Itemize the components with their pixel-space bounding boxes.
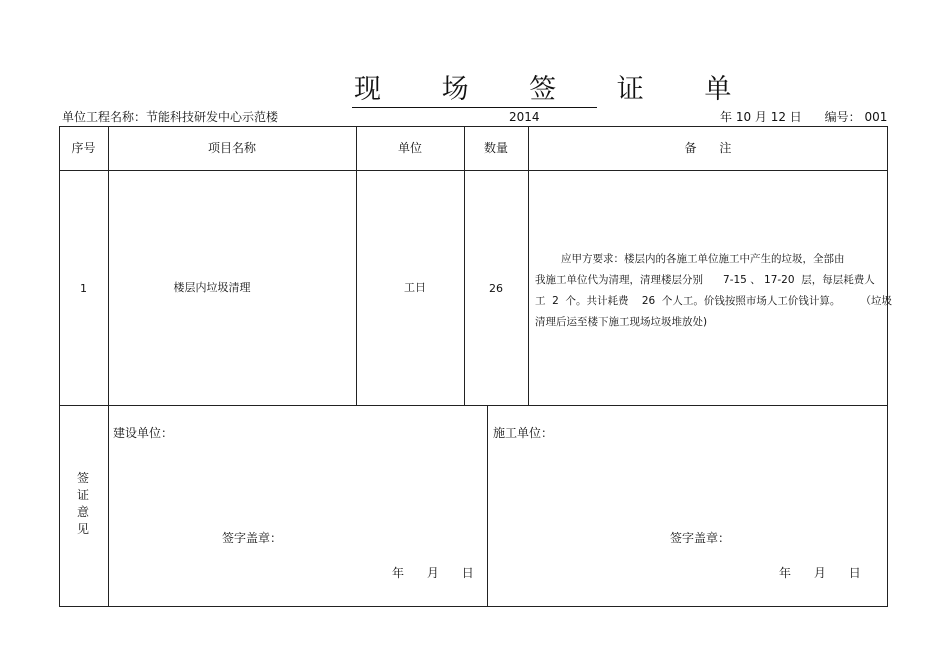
document-title: 现 场 签 证 单: [354, 74, 758, 105]
col-divider-4: [528, 126, 529, 405]
contractor-unit-label: 施工单位：: [493, 426, 554, 440]
row-qty: 26: [489, 282, 503, 295]
header-remark: 备 注: [684, 141, 732, 155]
year-label: 2014: [509, 110, 540, 124]
opinion-label-char: 证: [76, 488, 89, 502]
visa-form-table: [59, 126, 892, 607]
row-remark: [535, 249, 892, 333]
opinion-label-char: 签: [76, 471, 89, 485]
client-unit-label: 建设单位：: [113, 426, 174, 440]
opinion-label-char: 见: [76, 522, 89, 536]
project-name: 单位工程名称：节能科技研发中心示范楼: [62, 110, 279, 124]
header-no: 序号: [71, 141, 96, 155]
opinion-label-char: 意: [76, 505, 89, 519]
contractor-date: 年 月 日: [779, 566, 861, 580]
client-date: 年 月 日: [392, 566, 474, 580]
col-divider-1: [108, 126, 109, 607]
remark-line: 我施工单位代为清理，清理楼层分别 7-15 、 17-20 层，每层耗费人: [535, 274, 875, 286]
col-divider-3: [464, 126, 465, 405]
date-and-number: 年 10 月 12 日 编号： 001: [720, 110, 888, 124]
contractor-sign-label: 签字盖章：: [670, 531, 731, 545]
opinion-divider: [487, 405, 488, 607]
remark-line: 应甲方要求：楼层内的各施工单位施工中产生的垃圾，全部由: [561, 253, 845, 265]
remark-line: 清理后运至楼下施工现场垃圾堆放处): [535, 316, 708, 328]
col-divider-2: [356, 126, 357, 405]
header-item: 项目名称: [207, 141, 256, 155]
header-unit: 单位: [397, 141, 422, 155]
title-underline: [352, 107, 597, 108]
header-qty: 数量: [483, 141, 508, 155]
row-unit: 工日: [404, 281, 426, 294]
item-row-divider: [59, 405, 888, 406]
client-sign-label: 签字盖章：: [222, 531, 283, 545]
opinion-label: [76, 470, 90, 538]
remark-line: 工 2 个。共计耗费 26 个人工。价钱按照市场人工价钱计算。 （垃圾: [535, 295, 892, 307]
row-no: 1: [80, 282, 87, 295]
row-item: 楼层内垃圾清理: [173, 281, 251, 294]
header-row-divider: [59, 170, 888, 171]
